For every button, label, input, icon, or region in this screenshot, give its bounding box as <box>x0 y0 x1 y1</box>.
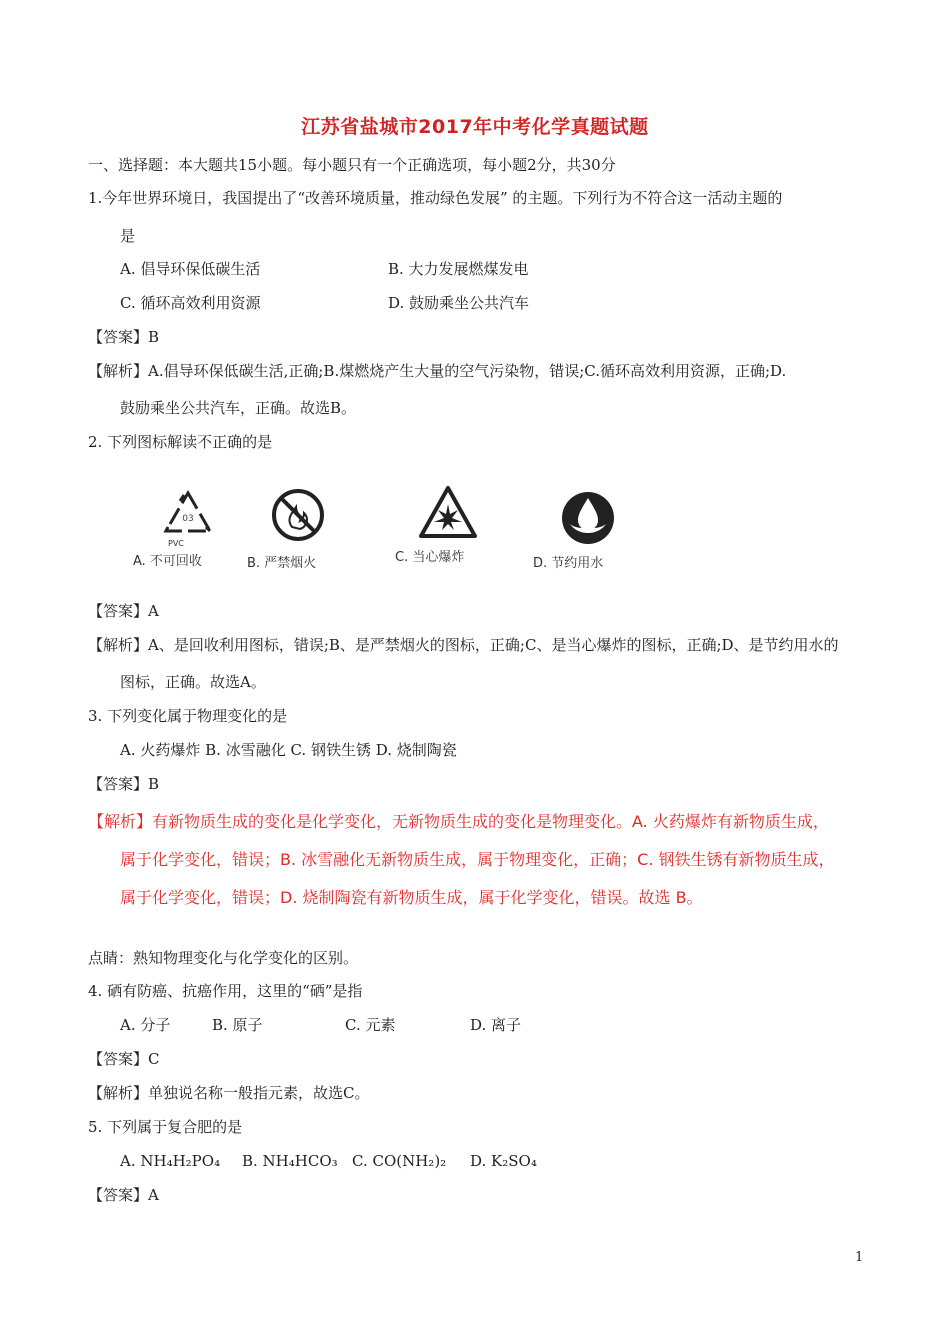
q4-analysis: 【解析】单独说名称一般指元素，故选C。 <box>88 1084 370 1102</box>
q1-option-c: C. 循环高效利用资源 <box>120 294 261 312</box>
q3-answer: 【答案】B <box>88 775 160 793</box>
q4-option-a: A. 分子 <box>120 1016 171 1034</box>
q3-note: 点睛：熟知物理变化与化学变化的区别。 <box>88 949 359 967</box>
q3-analysis-line1: 【解析】有新物质生成的变化是化学变化，无新物质生成的变化是物理变化。A. 火药爆炸有新物质生成， <box>88 812 829 831</box>
recycle-code: 03 <box>182 514 194 524</box>
q2-icon-label-c: C. 当心爆炸 <box>395 550 465 565</box>
page-number: 1 <box>855 1250 864 1265</box>
q1-stem-line1: 1.今年世界环境日，我国提出了“改善环境质量，推动绿色发展” 的主题。下列行为不符合这一活动主题的 <box>88 189 783 207</box>
q1-analysis-line1: 【解析】A.倡导环保低碳生活,正确;B.煤燃烧产生大量的空气污染物，错误;C.循环高效利用资源，正确;D. <box>88 362 787 380</box>
q4-option-c: C. 元素 <box>345 1016 396 1034</box>
q1-answer: 【答案】B <box>88 328 160 346</box>
q5-option-c: C. CO(NH₂)₂ <box>352 1152 447 1170</box>
q4-answer: 【答案】C <box>88 1050 160 1068</box>
q3-stem: 3. 下列变化属于物理变化的是 <box>88 707 288 725</box>
q3-analysis-line3: 属于化学变化，错误；D. 烧制陶瓷有新物质生成，属于化学变化，错误。故选 B。 <box>120 888 703 907</box>
q4-stem: 4. 硒有防癌、抗癌作用，这里的“硒”是指 <box>88 982 363 1000</box>
q4-option-d: D. 离子 <box>470 1016 522 1034</box>
q1-analysis-line2: 鼓励乘坐公共汽车，正确。故选B。 <box>120 399 357 417</box>
q2-icon-label-d: D. 节约用水 <box>533 556 604 571</box>
section-heading: 一、选择题：本大题共15小题。每小题只有一个正确选项，每小题2分，共30分 <box>88 156 616 174</box>
q5-stem: 5. 下列属于复合肥的是 <box>88 1118 243 1136</box>
q4-option-b: B. 原子 <box>212 1016 263 1034</box>
q5-option-b: B. NH₄HCO₃ <box>242 1152 338 1170</box>
q1-option-d: D. 鼓励乘坐公共汽车 <box>388 294 530 312</box>
q1-option-a: A. 倡导环保低碳生活 <box>120 260 261 278</box>
q1-stem-line2: 是 <box>120 227 136 245</box>
q2-icon-label-b: B. 严禁烟火 <box>247 556 317 571</box>
recycle-pvc-icon <box>160 487 216 548</box>
q2-icon-row <box>125 482 645 582</box>
q5-option-d: D. K₂SO₄ <box>470 1152 537 1170</box>
q3-analysis-line2: 属于化学变化，错误；B. 冰雪融化无新物质生成，属于物理变化，正确；C. 钢铁生锈有新物质生成， <box>120 850 835 869</box>
explosive-warning-icon <box>418 484 478 540</box>
q2-icon-label-a: A. 不可回收 <box>133 554 202 569</box>
q2-answer: 【答案】A <box>88 602 159 620</box>
q2-analysis-line2: 图标，正确。故选A。 <box>120 673 266 691</box>
no-fire-icon <box>270 487 326 543</box>
q5-option-a: A. NH₄H₂PO₄ <box>120 1152 221 1170</box>
water-saving-icon <box>560 490 616 546</box>
q5-answer: 【答案】A <box>88 1186 159 1204</box>
q2-stem: 2. 下列图标解读不正确的是 <box>88 433 273 451</box>
q2-analysis-line1: 【解析】A、是回收利用图标，错误;B、是严禁烟火的图标，正确;C、是当心爆炸的图标，正确;D、是节约用水的 <box>88 636 839 654</box>
page-title: 江苏省盐城市2017年中考化学真题试题 <box>301 116 649 138</box>
q1-option-b: B. 大力发展燃煤发电 <box>388 260 529 278</box>
recycle-pvc-subtext: PVC <box>168 539 184 548</box>
q3-options: A. 火药爆炸 B. 冰雪融化 C. 钢铁生锈 D. 烧制陶瓷 <box>120 741 457 759</box>
